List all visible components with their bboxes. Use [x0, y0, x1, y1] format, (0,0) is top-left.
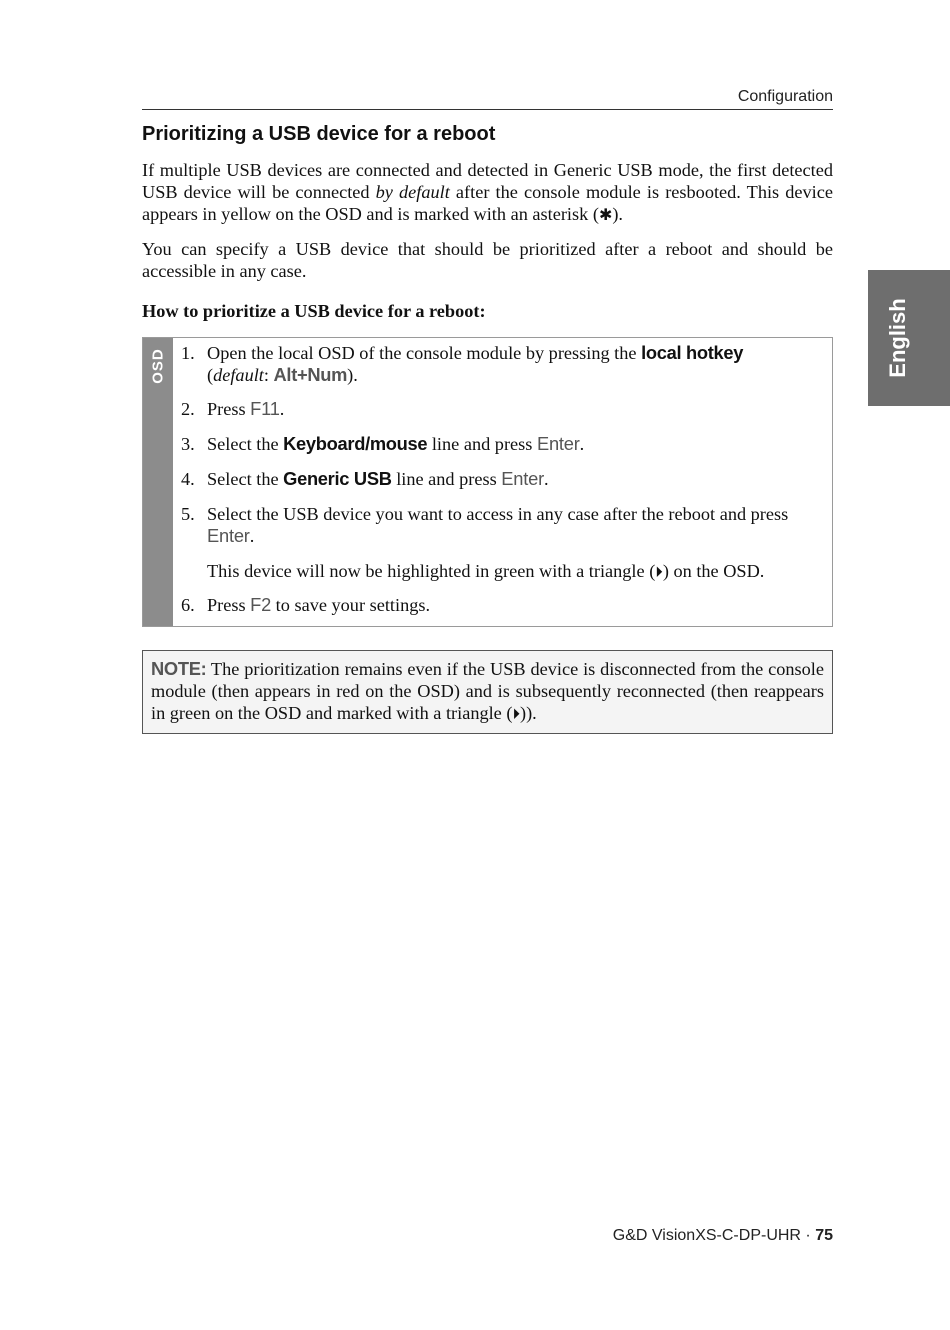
step-text: Select the	[207, 434, 284, 454]
step-text: .	[579, 434, 585, 454]
step-text: Press	[207, 595, 251, 615]
step-text: .	[544, 469, 549, 489]
intro-paragraph-1	[142, 159, 833, 226]
step-item-4	[181, 468, 821, 490]
step-text: Open the local OSD of the console module by pressing the	[207, 343, 642, 363]
step-number: 1.	[181, 343, 195, 363]
step-item-6	[181, 594, 821, 616]
note-body: The prioritization remains even if the USB device is disconnected from the console module (then appears in red on the OSD) and is subsequently reconnected (then reappears in green on the OSD and marked with a triangle (	[151, 659, 824, 723]
step-key: Enter	[536, 433, 580, 454]
step-text: :	[263, 365, 274, 385]
step-key: Enter	[207, 525, 250, 546]
step-number: 6.	[181, 595, 195, 615]
step-text: Select the	[207, 469, 284, 489]
page-number: 75	[815, 1227, 833, 1244]
step-number: 3.	[181, 434, 195, 454]
howto-heading: How to prioritize a USB device for a reboot:	[142, 301, 486, 321]
osd-tab	[143, 338, 173, 626]
intro-text: after the console module is resbooted. This device appears in yellow on the OSD and is marked with an asterisk (	[142, 182, 833, 224]
step-key: Enter	[501, 468, 544, 489]
intro-text: ).	[612, 204, 624, 224]
section-title: Prioritizing a USB device for a reboot	[142, 123, 496, 145]
step-key: F2	[250, 594, 272, 615]
step-keyword: local hotkey	[641, 342, 744, 363]
step-text: line and press	[427, 434, 537, 454]
page-footer	[142, 1227, 833, 1245]
intro-paragraph-2: You can specify a USB device that should be prioritized after a reboot and should be accessible in any case.	[142, 239, 833, 281]
step-note-text: This device will now be highlighted in green with a triangle (	[207, 561, 656, 581]
note-box	[142, 650, 833, 734]
language-tab	[868, 270, 950, 406]
step-keyword: Keyboard/mouse	[283, 433, 428, 454]
step-number: 2.	[181, 399, 195, 419]
triangle-icon: ⏵	[655, 563, 663, 581]
step-text: Press	[207, 399, 251, 419]
step-text: ).	[347, 365, 358, 385]
asterisk-icon: ✱	[598, 205, 613, 224]
step-number: 5.	[181, 504, 195, 524]
step-item-2	[181, 398, 821, 420]
step-5-result-note	[207, 560, 764, 583]
step-keyword: Generic USB	[283, 468, 392, 489]
language-tab-label: English	[885, 298, 910, 378]
steps-panel	[142, 337, 833, 627]
step-key: Alt+Num	[273, 364, 348, 385]
note-label: NOTE:	[151, 658, 207, 679]
step-text: to save your settings.	[271, 595, 431, 615]
note-text	[151, 658, 824, 725]
step-item-3	[181, 433, 821, 455]
step-key: F11	[250, 398, 280, 419]
intro-text: If multiple USB devices are connected and detected in Generic USB mode, the first detected USB device will be connected	[142, 160, 833, 202]
step-note-text: ) on the OSD.	[662, 561, 765, 581]
running-header: Configuration	[142, 88, 833, 110]
step-text: (	[207, 365, 214, 385]
step-text: .	[249, 526, 255, 546]
note-body: )).	[519, 703, 537, 723]
triangle-icon: ⏵	[512, 705, 520, 723]
step-text: line and press	[391, 469, 502, 489]
step-item-1	[181, 342, 821, 386]
step-item-5	[181, 503, 821, 547]
step-text: .	[279, 399, 285, 419]
step-number: 4.	[181, 469, 195, 489]
step-emphasis: default	[213, 365, 264, 385]
step-text: Select the USB device you want to access in any case after the reboot and press	[207, 504, 789, 524]
footer-product: G&D VisionXS-C-DP-UHR ·	[612, 1227, 816, 1244]
intro-emphasis: by default	[375, 182, 450, 202]
osd-tab-label: OSD	[149, 348, 167, 384]
